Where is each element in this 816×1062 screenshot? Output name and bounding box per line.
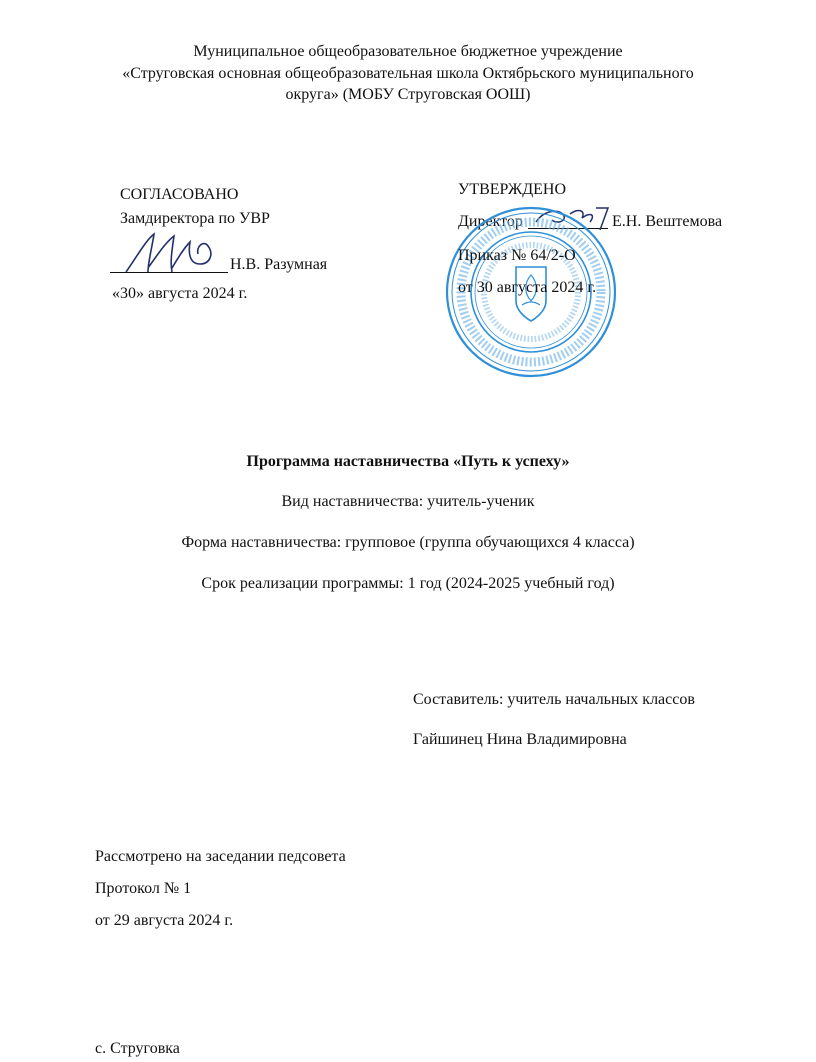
header-line-1: Муниципальное общеобразовательное бюджетное учреждение [193, 43, 623, 60]
program-type: Вид наставничества: учитель-ученик [281, 493, 535, 510]
author-name: Гайшинец Нина Владимировна [413, 731, 627, 748]
agreed-date: «30» августа 2024 г. [112, 285, 248, 302]
author-role: Составитель: учитель начальных классов [413, 691, 695, 708]
review-line-2: Протокол № 1 [95, 880, 192, 897]
agreed-name: Н.В. Разумная [230, 256, 328, 273]
header-line-3: округа» (МОБУ Струговская ООШ) [285, 86, 531, 103]
program-term: Срок реализации программы: 1 год (2024-2025 учебный год) [201, 575, 615, 592]
program-title: Программа наставничества «Путь к успеху» [246, 453, 570, 470]
place: с. Струговка [95, 1040, 180, 1057]
review-line-3: от 29 августа 2024 г. [95, 912, 234, 929]
approved-title: УТВЕРЖДЕНО [458, 181, 567, 198]
program-form: Форма наставничества: групповое (группа обучающихся 4 класса) [181, 534, 635, 551]
approved-position: Директор [458, 213, 523, 230]
approved-order: Приказ № 64/2-О [458, 247, 576, 264]
agreed-title: СОГЛАСОВАНО [120, 186, 239, 203]
approved-name: Е.Н. Вештемова [612, 213, 723, 230]
review-line-1: Рассмотрено на заседании педсовета [95, 848, 346, 865]
approved-date: от 30 августа 2024 г. [458, 279, 597, 296]
header-line-2: «Струговская основная общеобразовательная школа Октябрьского муниципального [122, 65, 694, 82]
agreed-position: Замдиректора по УВР [120, 210, 270, 227]
agreed-signature-icon [118, 228, 238, 278]
